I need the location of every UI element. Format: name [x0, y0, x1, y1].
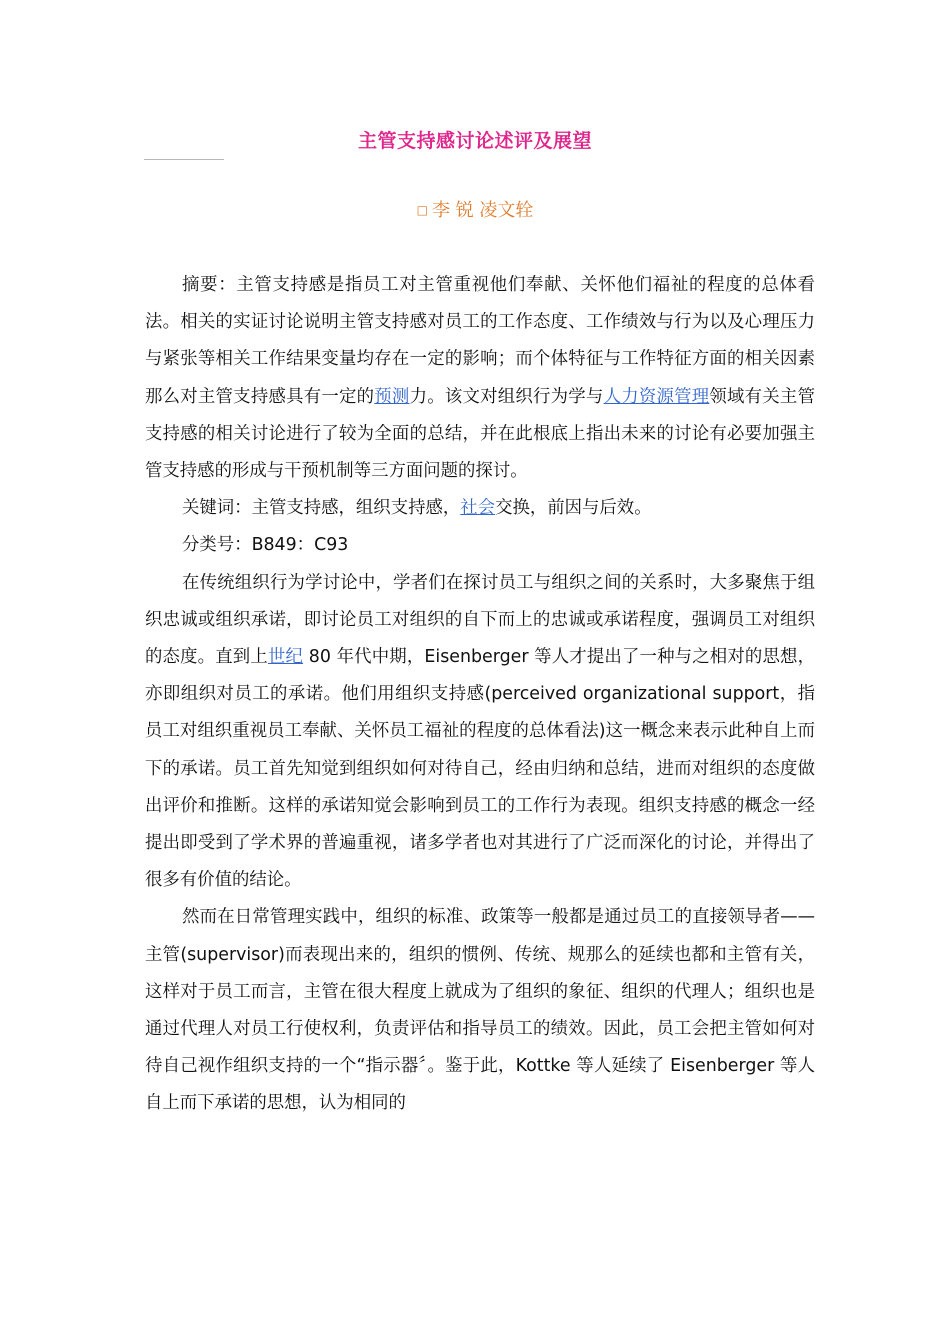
- keywords-paragraph: [145, 490, 815, 527]
- link-hrm[interactable]: 人力资源管理: [603, 386, 710, 407]
- keywords-text-1: 关键词：主管支持感，组织支持感，: [182, 498, 461, 519]
- link-century[interactable]: 世纪: [267, 647, 304, 668]
- body-paragraph-2: 然而在日常管理实践中，组织的标准、政策等一般都是通过员工的直接领导者——主管(supervisor)而表现出来的，组织的惯例、传统、规那么的延续也都和主管有关，这样对于员工而言，主管在很大程度上就成为了组织的象征、组织的代理人；组织也是通过代理人对员工行使权利，负责评估和指导员工的绩效。因此，员工会把主管如何对待自己视作组织支持的一个“指示器〞。鉴于此，Kottke 等人延续了 Eisenberger 等人自上而下承诺的思想，认为相同的: [145, 907, 815, 1114]
- authors-names: 李 锐 凌文辁: [431, 200, 534, 221]
- title-divider: [144, 159, 224, 160]
- link-prediction[interactable]: 预测: [374, 386, 410, 407]
- body-paragraph-1: [145, 565, 815, 900]
- para1-text-1: 在传统组织行为学讨论中，学者们在探讨员工与组织之间的关系时，大多聚焦于组织忠诚或组织承诺，即讨论员工对组织的自下而上的忠诚或承诺程度，强调员工对组织的态度。直到上: [145, 572, 815, 668]
- authors-line: [0, 196, 950, 222]
- keywords-text-2: 交换，前因与后效。: [495, 498, 652, 519]
- para1-text-2: 80 年代中期，Eisenberger 等人才提出了一种与之相对的思想，亦即组织对员工的承诺。他们用组织支持感(perceived organizational support，指员工对组织重视员工奉献、关怀员工福祉的程度的总体看法)这一概念来表示此种自上而下的承诺。员工首先知觉到组织如何对待自己，经由归纳和总结，进而对组织的态度做出评价和推断。这样的承诺知觉会影响到员工的工作行为表现。组织支持感的概念一经提出即受到了学术界的普遍重视，诸多学者也对其进行了广泛而深化的讨论，并得出了很多有价值的结论。: [145, 647, 815, 891]
- link-society[interactable]: 社会: [460, 498, 496, 519]
- authors-marker: □: [416, 203, 428, 217]
- abstract-paragraph: [145, 267, 815, 490]
- abstract-text-1: 摘要：主管支持感是指员工对主管重视他们奉献、关怀他们福祉的程度的总体看法。相关的实证讨论说明主管支持感对员工的工作态度、工作绩效与行为以及心理压力与紧张等相关工作结果变量均存在一定的影响；而个体特征与工作特征方面的相关因素那么对主管支持感具有一定的: [145, 275, 815, 407]
- document-title: 主管支持感讨论述评及展望: [357, 130, 592, 152]
- classification-paragraph: 分类号：B849：C93: [182, 535, 349, 556]
- abstract-text-2: 力。该文对组织行为学与: [409, 386, 604, 407]
- document-body: [145, 267, 815, 1123]
- abstract-text-3: 领域有关主管支持感的相关讨论进行了较为全面的总结，并在此根底上指出未来的讨论有必要加强主管支持感的形成与干预机制等三方面问题的探讨。: [145, 386, 815, 482]
